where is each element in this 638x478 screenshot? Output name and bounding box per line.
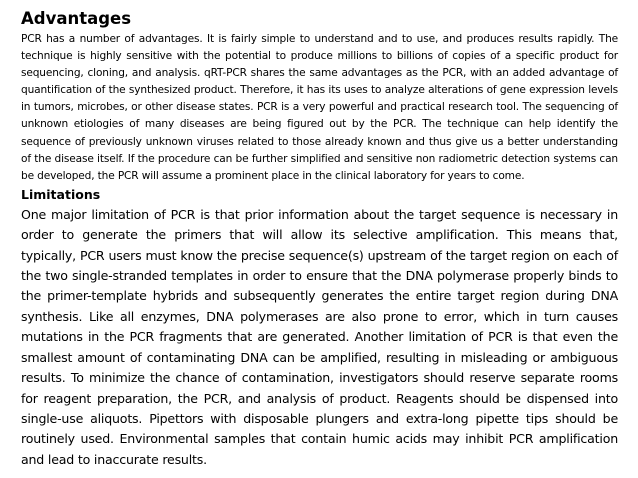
limitations-paragraph: One major limitation of PCR is that prior information about the target sequence is necessary in order to generate the primers that will allow its selective amplification. This means that, typically, PCR users must know the precise sequence(s) upstream of the target region on each of the two single-stranded templates in order to ensure that the DNA polymerase properly binds to the primer-template hybrids and subsequently generates the entire target region during DNA synthesis. Like all enzymes, DNA polymerases are also prone to error, which in turn causes mutations in the PCR fragments that are generated. Another limitation of PCR is that even the smallest amount of contaminating DNA can be amplified, resulting in misleading or ambiguous results. To minimize the chance of contamination, investigators should reserve separate rooms for reagent preparation, the PCR, and analysis of product. Reagents should be dispensed into single-use aliquots. Pipettors with disposable plungers and extra-long pipette tips should be routinely used. Environmental samples that contain humic acids may inhibit PCR amplification and lead to inaccurate results. — [21, 206, 618, 467]
advantages-paragraph: PCR has a number of advantages. It is fairly simple to understand and to use, and produces results rapidly. The technique is highly sensitive with the potential to produce millions to billions of copies of a specific product for sequencing, cloning, and analysis. qRT-PCR shares the same advantages as the PCR, with an added advantage of quantification of the synthesized product. Therefore, it has its uses to analyze alterations of gene expression levels in tumors, microbes, or other disease states. PCR is a very powerful and practical research tool. The sequencing of unknown etiologies of many diseases are being figured out by the PCR. The technique can help identify the sequence of previously unknown viruses related to those already known and thus give us a better understanding of the disease itself. If the procedure can be further simplified and sensitive non radiometric detection systems can be developed, the PCR will assume a prominent place in the clinical laboratory for years to come. — [21, 33, 618, 182]
limitations-heading: Limitations — [21, 186, 101, 202]
slide-content — [21, 8, 618, 470]
advantages-heading: Advantages — [21, 9, 132, 28]
